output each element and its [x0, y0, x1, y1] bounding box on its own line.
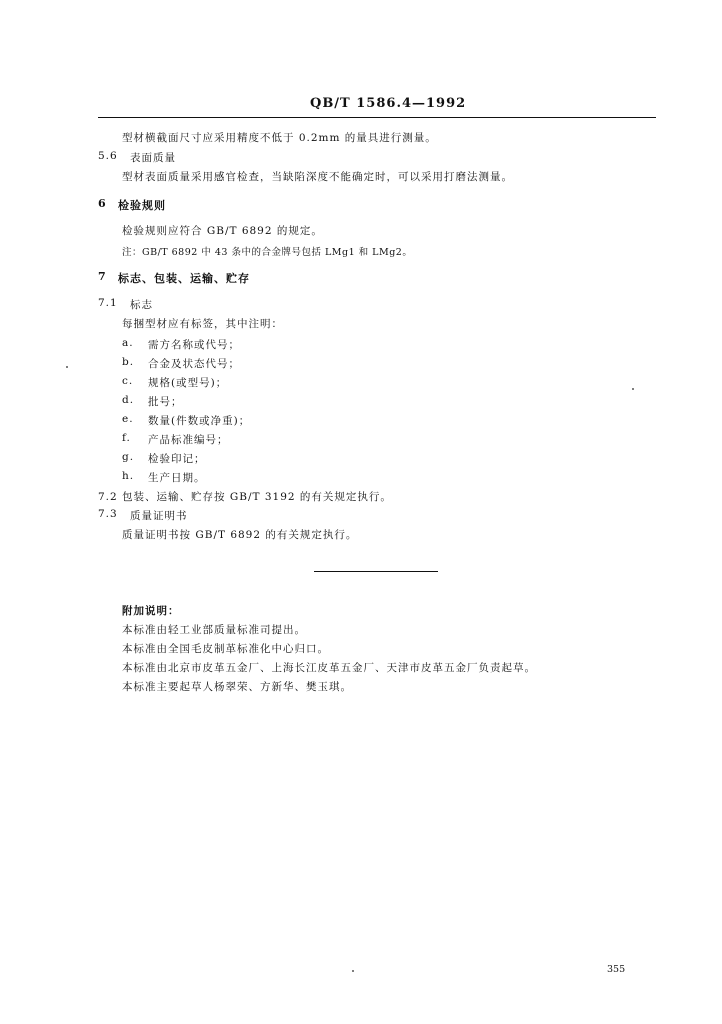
list-item-marker: h.	[122, 470, 135, 482]
section-7-number: 7	[98, 270, 107, 283]
list-item-marker: b.	[122, 356, 135, 368]
list-item-marker: e.	[122, 413, 134, 425]
list-item: 数量(件数或净重)；	[148, 415, 251, 427]
section-7-title: 标志、包装、运输、贮存	[118, 272, 250, 285]
list-item-marker: c.	[122, 375, 134, 387]
list-item: 检验印记；	[148, 453, 206, 465]
appendix-title: 附加说明：	[122, 605, 180, 617]
list-item: 产品标准编号；	[148, 434, 229, 446]
scan-speck	[352, 970, 354, 972]
page-number: 355	[607, 964, 626, 975]
list-item: 规格(或型号)；	[148, 377, 228, 389]
section-7-3-number: 7.3	[98, 508, 118, 520]
scan-speck	[632, 388, 634, 390]
list-item: 批号；	[148, 396, 183, 408]
end-separator-rule	[314, 571, 438, 572]
section-7-1-number: 7.1	[98, 297, 118, 309]
section-5-6-title: 表面质量	[130, 152, 176, 164]
appendix-line: 本标准主要起草人杨翠荣、方新华、樊玉琪。	[122, 681, 352, 693]
section-5-6-number: 5.6	[98, 150, 118, 162]
section-5-6-text: 型材表面质量采用感官检查，当缺陷深度不能确定时，可以采用打磨法测量。	[122, 171, 513, 183]
list-item-marker: a.	[122, 337, 134, 349]
list-item-marker: d.	[122, 394, 135, 406]
list-item: 需方名称或代号；	[148, 339, 240, 351]
section-7-3-text: 质量证明书按 GB/T 6892 的有关规定执行。	[122, 529, 358, 541]
list-item-marker: f.	[122, 432, 131, 444]
section-6-text: 检验规则应符合 GB/T 6892 的规定。	[122, 225, 323, 237]
section-7-2: 7.2 包装、运输、贮存按 GB/T 3192 的有关规定执行。	[98, 491, 392, 503]
appendix-line: 本标准由北京市皮革五金厂、上海长江皮革五金厂、天津市皮革五金厂负责起草。	[122, 662, 536, 674]
standard-number-header: QB/T 1586.4—1992	[310, 96, 467, 111]
list-item-marker: g.	[122, 451, 135, 463]
appendix-line: 本标准由全国毛皮制革标准化中心归口。	[122, 643, 329, 655]
list-item: 合金及状态代号；	[148, 358, 240, 370]
section-7-1-title: 标志	[130, 299, 153, 311]
header-rule	[98, 117, 656, 118]
section-6-note: 注：GB/T 6892 中 43 条中的合金牌号包括 LMg1 和 LMg2。	[122, 247, 413, 258]
list-item: 生产日期。	[148, 472, 206, 484]
appendix-line: 本标准由轻工业部质量标准司提出。	[122, 624, 306, 636]
scan-speck	[66, 366, 68, 368]
section-6-title: 检验规则	[118, 199, 166, 212]
section-6-number: 6	[98, 197, 107, 210]
measurement-continuation: 型材横截面尺寸应采用精度不低于 0.2mm 的量具进行测量。	[122, 132, 437, 144]
section-7-3-title: 质量证明书	[130, 510, 188, 522]
section-7-1-intro: 每捆型材应有标签，其中注明：	[122, 318, 283, 330]
